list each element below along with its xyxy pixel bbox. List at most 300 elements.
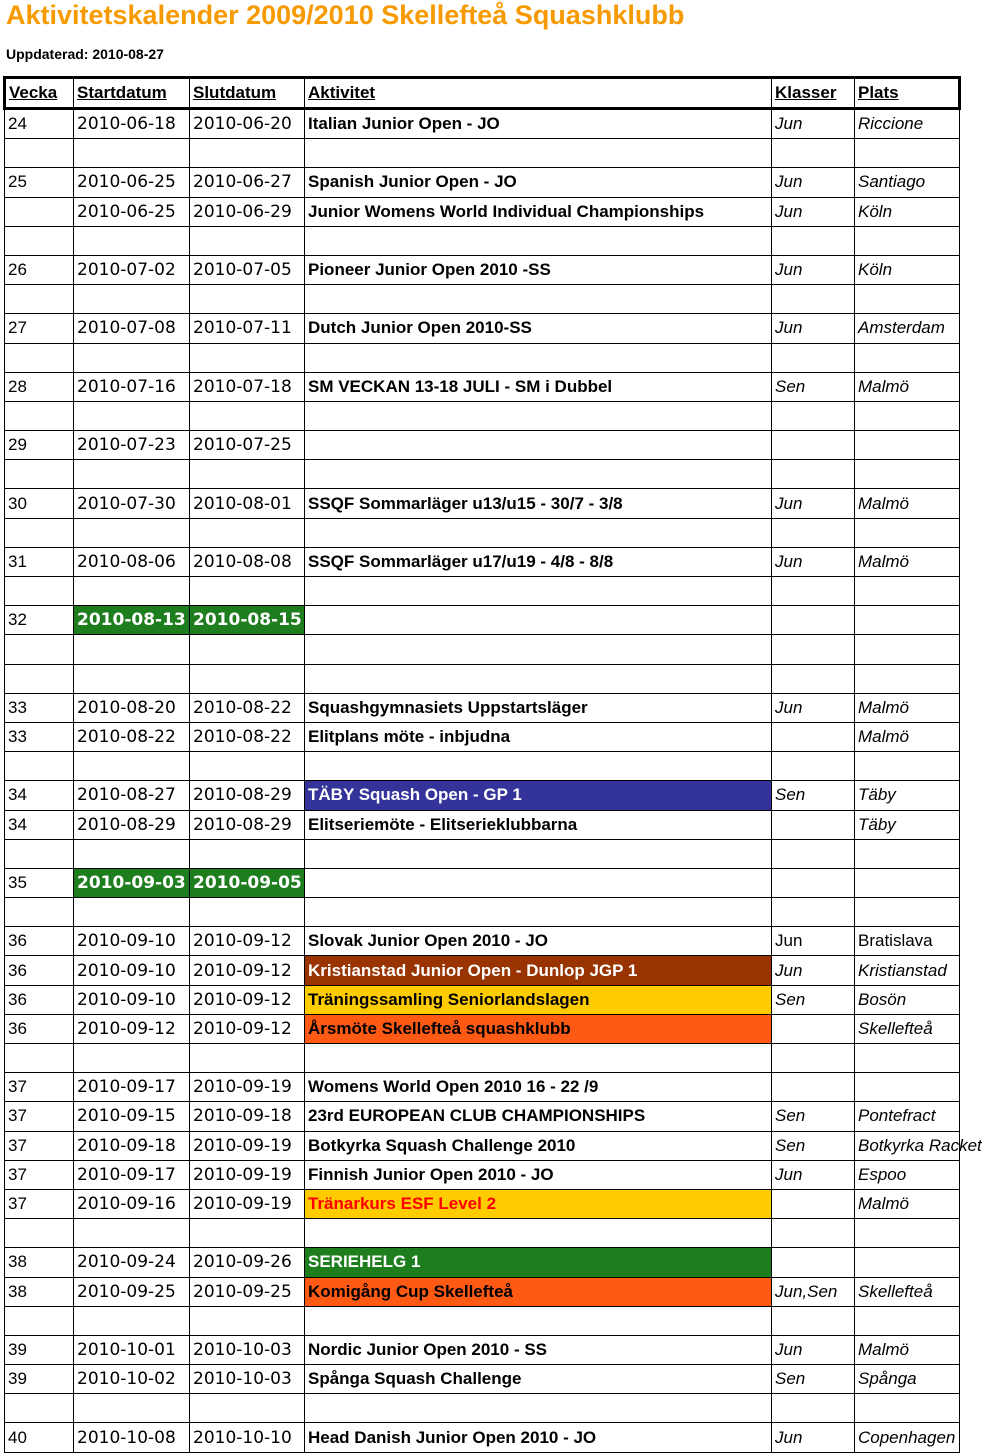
class-cell[interactable]: Sen (772, 372, 855, 401)
start-date-cell[interactable]: 2010-09-15 (74, 1102, 190, 1131)
start-date-cell[interactable]: 2010-09-10 (74, 927, 190, 956)
place-cell[interactable]: Malmö (855, 722, 960, 751)
table-row (5, 1306, 960, 1335)
week-cell[interactable]: 25 (5, 168, 74, 197)
table-row (5, 285, 960, 314)
activity-cell[interactable]: Årsmöte Skellefteå squashklubb (305, 1014, 772, 1043)
place-cell[interactable]: Täby (855, 810, 960, 839)
activity-cell[interactable] (305, 839, 772, 868)
table-row (5, 1365, 960, 1394)
end-date-cell[interactable]: 2010-09-18 (190, 1102, 305, 1131)
end-date-cell[interactable]: 2010-08-15 (190, 606, 305, 635)
activity-cell[interactable] (305, 898, 772, 927)
activity-cell[interactable]: Spanish Junior Open - JO (305, 168, 772, 197)
place-cell[interactable]: Skellefteå (855, 1277, 960, 1306)
week-cell[interactable]: 36 (5, 1014, 74, 1043)
activity-cell[interactable] (305, 1044, 772, 1073)
week-cell[interactable]: 37 (5, 1073, 74, 1102)
activity-cell[interactable] (305, 431, 772, 460)
start-date-cell[interactable] (74, 577, 190, 606)
end-date-cell[interactable] (190, 1306, 305, 1335)
start-date-cell[interactable]: 2010-07-02 (74, 255, 190, 284)
start-date-cell[interactable] (74, 139, 190, 168)
end-date-cell[interactable]: 2010-08-29 (190, 810, 305, 839)
class-cell[interactable] (772, 1073, 855, 1102)
week-cell[interactable]: 37 (5, 1189, 74, 1218)
end-date-cell[interactable]: 2010-06-27 (190, 168, 305, 197)
end-date-cell[interactable]: 2010-09-12 (190, 927, 305, 956)
place-cell[interactable]: Malmö (855, 372, 960, 401)
place-cell[interactable]: Malmö (855, 489, 960, 518)
class-cell[interactable]: Sen (772, 1131, 855, 1160)
end-date-cell[interactable]: 2010-09-19 (190, 1073, 305, 1102)
end-date-cell[interactable]: 2010-10-10 (190, 1423, 305, 1452)
place-cell[interactable]: Köln (855, 197, 960, 226)
week-cell[interactable]: 29 (5, 431, 74, 460)
start-date-cell[interactable] (74, 343, 190, 372)
place-cell[interactable]: Malmö (855, 693, 960, 722)
place-cell[interactable]: Bratislava (855, 927, 960, 956)
end-date-cell[interactable]: 2010-09-12 (190, 956, 305, 985)
week-cell[interactable]: 36 (5, 927, 74, 956)
place-cell[interactable] (855, 606, 960, 635)
start-date-cell[interactable] (74, 518, 190, 547)
start-date-cell[interactable]: 2010-09-24 (74, 1248, 190, 1277)
updated-date: Uppdaterad: 2010-08-27 (6, 46, 164, 62)
place-cell[interactable] (855, 139, 960, 168)
end-date-cell[interactable]: 2010-09-19 (190, 1160, 305, 1189)
activity-cell[interactable]: Kristianstad Junior Open - Dunlop JGP 1 (305, 956, 772, 985)
start-date-cell[interactable] (74, 752, 190, 781)
activity-cell[interactable] (305, 343, 772, 372)
week-cell[interactable] (5, 1219, 74, 1248)
week-cell[interactable]: 39 (5, 1365, 74, 1394)
class-cell[interactable] (772, 868, 855, 897)
table-row (5, 518, 960, 547)
place-cell[interactable] (855, 518, 960, 547)
table-row (5, 985, 960, 1014)
place-cell[interactable]: Kristianstad (855, 956, 960, 985)
end-date-cell[interactable]: 2010-07-11 (190, 314, 305, 343)
class-cell[interactable]: Sen (772, 1365, 855, 1394)
table-row (5, 197, 960, 226)
end-date-cell[interactable] (190, 139, 305, 168)
activity-cell[interactable]: SM VECKAN 13-18 JULI - SM i Dubbel (305, 372, 772, 401)
place-cell[interactable]: Botkyrka Racket (855, 1131, 960, 1160)
class-cell[interactable] (772, 1189, 855, 1218)
header-klasser[interactable]: Klasser (772, 78, 855, 109)
week-cell[interactable] (5, 635, 74, 664)
end-date-cell[interactable] (190, 1044, 305, 1073)
place-cell[interactable] (855, 226, 960, 255)
class-cell[interactable]: Jun,Sen (772, 1277, 855, 1306)
activity-cell[interactable]: Slovak Junior Open 2010 - JO (305, 927, 772, 956)
start-date-cell[interactable]: 2010-06-18 (74, 109, 190, 139)
start-date-cell[interactable]: 2010-09-25 (74, 1277, 190, 1306)
activity-cell[interactable]: Dutch Junior Open 2010-SS (305, 314, 772, 343)
start-date-cell[interactable] (74, 285, 190, 314)
class-cell[interactable] (772, 1394, 855, 1423)
end-date-cell[interactable] (190, 226, 305, 255)
end-date-cell[interactable]: 2010-08-22 (190, 722, 305, 751)
start-date-cell[interactable]: 2010-09-16 (74, 1189, 190, 1218)
activity-cell[interactable]: Elitplans möte - inbjudna (305, 722, 772, 751)
table-row (5, 372, 960, 401)
start-date-cell[interactable]: 2010-09-17 (74, 1160, 190, 1189)
week-cell[interactable]: 40 (5, 1423, 74, 1452)
week-cell[interactable] (5, 197, 74, 226)
class-cell[interactable] (772, 1248, 855, 1277)
place-cell[interactable]: Köln (855, 255, 960, 284)
activity-cell[interactable] (305, 664, 772, 693)
week-cell[interactable]: 32 (5, 606, 74, 635)
week-cell[interactable] (5, 1044, 74, 1073)
place-cell[interactable]: Malmö (855, 1189, 960, 1218)
start-date-cell[interactable] (74, 664, 190, 693)
end-date-cell[interactable]: 2010-07-25 (190, 431, 305, 460)
activity-cell[interactable]: Elitseriemöte - Elitserieklubbarna (305, 810, 772, 839)
end-date-cell[interactable]: 2010-09-26 (190, 1248, 305, 1277)
week-cell[interactable]: 28 (5, 372, 74, 401)
place-cell[interactable] (855, 664, 960, 693)
activity-cell[interactable] (305, 868, 772, 897)
activity-cell[interactable]: Komigång Cup Skellefteå (305, 1277, 772, 1306)
week-cell[interactable]: 34 (5, 810, 74, 839)
place-cell[interactable] (855, 401, 960, 430)
activity-cell[interactable] (305, 606, 772, 635)
start-date-cell[interactable]: 2010-09-10 (74, 985, 190, 1014)
start-date-cell[interactable]: 2010-08-29 (74, 810, 190, 839)
activity-cell[interactable] (305, 1219, 772, 1248)
place-cell[interactable]: Copenhagen (855, 1423, 960, 1452)
end-date-cell[interactable] (190, 898, 305, 927)
table-row (5, 489, 960, 518)
class-cell[interactable] (772, 664, 855, 693)
header-plats[interactable]: Plats (855, 78, 960, 109)
end-date-cell[interactable] (190, 518, 305, 547)
week-cell[interactable] (5, 1394, 74, 1423)
class-cell[interactable]: Jun (772, 255, 855, 284)
week-cell[interactable]: 36 (5, 985, 74, 1014)
activity-cell[interactable]: Junior Womens World Individual Championships (305, 197, 772, 226)
class-cell[interactable]: Jun (772, 489, 855, 518)
start-date-cell[interactable]: 2010-06-25 (74, 197, 190, 226)
place-cell[interactable] (855, 898, 960, 927)
table-row (5, 781, 960, 810)
start-date-cell[interactable] (74, 839, 190, 868)
end-date-cell[interactable]: 2010-09-12 (190, 1014, 305, 1043)
class-cell[interactable]: Jun (772, 927, 855, 956)
activity-cell[interactable] (305, 285, 772, 314)
start-date-cell[interactable]: 2010-09-03 (74, 868, 190, 897)
place-cell[interactable] (855, 868, 960, 897)
activity-cell[interactable] (305, 518, 772, 547)
activity-cell[interactable]: Tränarkurs ESF Level 2 (305, 1189, 772, 1218)
activity-cell[interactable]: Pioneer Junior Open 2010 -SS (305, 255, 772, 284)
activity-cell[interactable]: SSQF Sommarläger u13/u15 - 30/7 - 3/8 (305, 489, 772, 518)
class-cell[interactable]: Jun (772, 693, 855, 722)
class-cell[interactable]: Jun (772, 547, 855, 576)
header-slutdatum[interactable]: Slutdatum (190, 78, 305, 109)
end-date-cell[interactable]: 2010-08-01 (190, 489, 305, 518)
end-date-cell[interactable]: 2010-07-05 (190, 255, 305, 284)
week-cell[interactable]: 36 (5, 956, 74, 985)
end-date-cell[interactable] (190, 401, 305, 430)
place-cell[interactable] (855, 839, 960, 868)
activity-cell[interactable] (305, 401, 772, 430)
end-date-cell[interactable]: 2010-07-18 (190, 372, 305, 401)
class-cell[interactable] (772, 226, 855, 255)
start-date-cell[interactable] (74, 401, 190, 430)
start-date-cell[interactable]: 2010-08-22 (74, 722, 190, 751)
table-row (5, 956, 960, 985)
class-cell[interactable] (772, 1044, 855, 1073)
end-date-cell[interactable] (190, 460, 305, 489)
start-date-cell[interactable]: 2010-07-16 (74, 372, 190, 401)
start-date-cell[interactable]: 2010-08-13 (74, 606, 190, 635)
start-date-cell[interactable]: 2010-10-02 (74, 1365, 190, 1394)
week-cell[interactable] (5, 285, 74, 314)
activity-cell[interactable] (305, 1306, 772, 1335)
table-row (5, 1189, 960, 1218)
class-cell[interactable] (772, 1014, 855, 1043)
week-cell[interactable]: 26 (5, 255, 74, 284)
week-cell[interactable]: 27 (5, 314, 74, 343)
week-cell[interactable]: 30 (5, 489, 74, 518)
activity-cell[interactable] (305, 139, 772, 168)
place-cell[interactable] (855, 431, 960, 460)
week-cell[interactable] (5, 518, 74, 547)
header-aktivitet[interactable]: Aktivitet (305, 78, 772, 109)
place-cell[interactable] (855, 1306, 960, 1335)
week-cell[interactable] (5, 664, 74, 693)
place-cell[interactable]: Täby (855, 781, 960, 810)
activity-cell[interactable]: SSQF Sommarläger u17/u19 - 4/8 - 8/8 (305, 547, 772, 576)
week-cell[interactable]: 37 (5, 1160, 74, 1189)
end-date-cell[interactable] (190, 343, 305, 372)
table-row (5, 460, 960, 489)
start-date-cell[interactable]: 2010-09-18 (74, 1131, 190, 1160)
class-cell[interactable]: Jun (772, 314, 855, 343)
start-date-cell[interactable]: 2010-07-30 (74, 489, 190, 518)
activity-cell[interactable]: Squashgymnasiets Uppstartsläger (305, 693, 772, 722)
place-cell[interactable] (855, 1394, 960, 1423)
place-cell[interactable]: Amsterdam (855, 314, 960, 343)
table-row (5, 1102, 960, 1131)
activity-cell[interactable]: Finnish Junior Open 2010 - JO (305, 1160, 772, 1189)
start-date-cell[interactable] (74, 898, 190, 927)
week-cell[interactable]: 34 (5, 781, 74, 810)
class-cell[interactable] (772, 343, 855, 372)
class-cell[interactable] (772, 752, 855, 781)
activity-cell[interactable]: Spånga Squash Challenge (305, 1365, 772, 1394)
class-cell[interactable] (772, 518, 855, 547)
activity-cell[interactable] (305, 226, 772, 255)
place-cell[interactable] (855, 577, 960, 606)
week-cell[interactable]: 39 (5, 1335, 74, 1364)
place-cell[interactable]: Spånga (855, 1365, 960, 1394)
class-cell[interactable]: Sen (772, 781, 855, 810)
class-cell[interactable] (772, 285, 855, 314)
place-cell[interactable]: Riccione (855, 109, 960, 139)
place-cell[interactable]: Santiago (855, 168, 960, 197)
class-cell[interactable]: Jun (772, 956, 855, 985)
end-date-cell[interactable]: 2010-06-20 (190, 109, 305, 139)
start-date-cell[interactable] (74, 635, 190, 664)
place-cell[interactable] (855, 1248, 960, 1277)
start-date-cell[interactable]: 2010-08-06 (74, 547, 190, 576)
week-cell[interactable]: 33 (5, 693, 74, 722)
start-date-cell[interactable]: 2010-09-17 (74, 1073, 190, 1102)
activity-cell[interactable]: Italian Junior Open - JO (305, 109, 772, 139)
place-cell[interactable] (855, 635, 960, 664)
activity-cell[interactable]: Botkyrka Squash Challenge 2010 (305, 1131, 772, 1160)
start-date-cell[interactable]: 2010-08-27 (74, 781, 190, 810)
end-date-cell[interactable]: 2010-08-22 (190, 693, 305, 722)
activity-cell[interactable] (305, 752, 772, 781)
end-date-cell[interactable]: 2010-08-08 (190, 547, 305, 576)
class-cell[interactable] (772, 577, 855, 606)
end-date-cell[interactable]: 2010-09-19 (190, 1189, 305, 1218)
activity-cell[interactable] (305, 460, 772, 489)
start-date-cell[interactable]: 2010-07-23 (74, 431, 190, 460)
end-date-cell[interactable] (190, 839, 305, 868)
place-cell[interactable] (855, 1219, 960, 1248)
week-cell[interactable]: 33 (5, 722, 74, 751)
end-date-cell[interactable]: 2010-09-25 (190, 1277, 305, 1306)
class-cell[interactable] (772, 722, 855, 751)
end-date-cell[interactable]: 2010-10-03 (190, 1365, 305, 1394)
header-vecka[interactable]: Vecka (5, 78, 74, 109)
end-date-cell[interactable]: 2010-09-12 (190, 985, 305, 1014)
table-row (5, 1044, 960, 1073)
start-date-cell[interactable] (74, 1044, 190, 1073)
place-cell[interactable]: Malmö (855, 547, 960, 576)
week-cell[interactable] (5, 139, 74, 168)
place-cell[interactable] (855, 285, 960, 314)
table-row (5, 635, 960, 664)
activity-cell[interactable] (305, 577, 772, 606)
place-cell[interactable]: Malmö (855, 1335, 960, 1364)
end-date-cell[interactable] (190, 664, 305, 693)
class-cell[interactable]: Sen (772, 985, 855, 1014)
end-date-cell[interactable]: 2010-10-03 (190, 1335, 305, 1364)
end-date-cell[interactable] (190, 577, 305, 606)
activity-cell[interactable]: TÄBY Squash Open - GP 1 (305, 781, 772, 810)
week-cell[interactable]: 37 (5, 1102, 74, 1131)
activity-cell[interactable] (305, 1394, 772, 1423)
end-date-cell[interactable]: 2010-09-19 (190, 1131, 305, 1160)
start-date-cell[interactable]: 2010-10-08 (74, 1423, 190, 1452)
start-date-cell[interactable]: 2010-06-25 (74, 168, 190, 197)
class-cell[interactable] (772, 139, 855, 168)
start-date-cell[interactable]: 2010-08-20 (74, 693, 190, 722)
activity-cell[interactable]: Head Danish Junior Open 2010 - JO (305, 1423, 772, 1452)
place-cell[interactable]: Pontefract (855, 1102, 960, 1131)
end-date-cell[interactable] (190, 752, 305, 781)
class-cell[interactable] (772, 606, 855, 635)
end-date-cell[interactable]: 2010-06-29 (190, 197, 305, 226)
week-cell[interactable]: 38 (5, 1248, 74, 1277)
week-cell[interactable] (5, 343, 74, 372)
week-cell[interactable] (5, 839, 74, 868)
place-cell[interactable] (855, 1073, 960, 1102)
table-row (5, 1131, 960, 1160)
start-date-cell[interactable]: 2010-10-01 (74, 1335, 190, 1364)
header-startdatum[interactable]: Startdatum (74, 78, 190, 109)
week-cell[interactable] (5, 401, 74, 430)
week-cell[interactable]: 37 (5, 1131, 74, 1160)
week-cell[interactable] (5, 898, 74, 927)
start-date-cell[interactable] (74, 460, 190, 489)
class-cell[interactable]: Jun (772, 168, 855, 197)
class-cell[interactable]: Jun (772, 1335, 855, 1364)
week-cell[interactable] (5, 226, 74, 255)
class-cell[interactable] (772, 635, 855, 664)
activity-cell[interactable]: SERIEHELG 1 (305, 1248, 772, 1277)
class-cell[interactable] (772, 810, 855, 839)
activity-cell[interactable]: Träningssamling Seniorlandslagen (305, 985, 772, 1014)
week-cell[interactable] (5, 577, 74, 606)
activity-cell[interactable]: Nordic Junior Open 2010 - SS (305, 1335, 772, 1364)
place-cell[interactable] (855, 752, 960, 781)
start-date-cell[interactable] (74, 1394, 190, 1423)
activity-cell[interactable]: 23rd EUROPEAN CLUB CHAMPIONSHIPS (305, 1102, 772, 1131)
end-date-cell[interactable] (190, 635, 305, 664)
activity-cell[interactable]: Womens World Open 2010 16 - 22 /9 (305, 1073, 772, 1102)
week-cell[interactable]: 35 (5, 868, 74, 897)
class-cell[interactable]: Jun (772, 1160, 855, 1189)
week-cell[interactable]: 24 (5, 109, 74, 139)
end-date-cell[interactable]: 2010-08-29 (190, 781, 305, 810)
class-cell[interactable]: Jun (772, 1423, 855, 1452)
class-cell[interactable]: Sen (772, 1102, 855, 1131)
start-date-cell[interactable]: 2010-07-08 (74, 314, 190, 343)
class-cell[interactable] (772, 460, 855, 489)
class-cell[interactable]: Jun (772, 197, 855, 226)
place-cell[interactable]: Bosön (855, 985, 960, 1014)
place-cell[interactable]: Espoo (855, 1160, 960, 1189)
start-date-cell[interactable] (74, 1306, 190, 1335)
week-cell[interactable]: 31 (5, 547, 74, 576)
class-cell[interactable] (772, 401, 855, 430)
start-date-cell[interactable] (74, 226, 190, 255)
class-cell[interactable]: Jun (772, 109, 855, 139)
table-row (5, 664, 960, 693)
end-date-cell[interactable] (190, 1219, 305, 1248)
place-cell[interactable]: Skellefteå (855, 1014, 960, 1043)
place-cell[interactable] (855, 460, 960, 489)
week-cell[interactable] (5, 1306, 74, 1335)
start-date-cell[interactable]: 2010-09-10 (74, 956, 190, 985)
end-date-cell[interactable]: 2010-09-05 (190, 868, 305, 897)
place-cell[interactable] (855, 1044, 960, 1073)
week-cell[interactable] (5, 460, 74, 489)
class-cell[interactable] (772, 839, 855, 868)
activity-cell[interactable] (305, 635, 772, 664)
start-date-cell[interactable]: 2010-09-12 (74, 1014, 190, 1043)
week-cell[interactable]: 38 (5, 1277, 74, 1306)
end-date-cell[interactable] (190, 1394, 305, 1423)
week-cell[interactable] (5, 752, 74, 781)
class-cell[interactable] (772, 1219, 855, 1248)
class-cell[interactable] (772, 431, 855, 460)
class-cell[interactable] (772, 898, 855, 927)
class-cell[interactable] (772, 1306, 855, 1335)
place-cell[interactable] (855, 343, 960, 372)
start-date-cell[interactable] (74, 1219, 190, 1248)
end-date-cell[interactable] (190, 285, 305, 314)
